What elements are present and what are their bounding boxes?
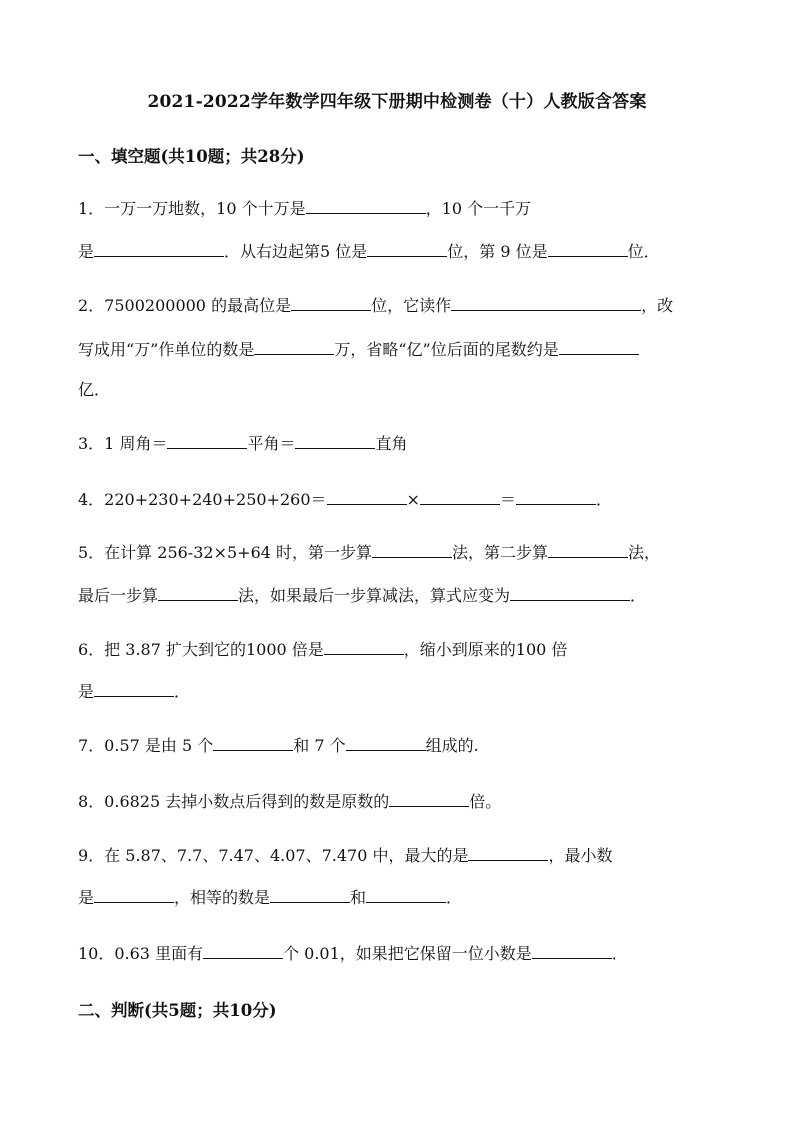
answer-blank[interactable] <box>346 734 426 751</box>
q6-text-d: ． <box>174 682 191 701</box>
answer-blank[interactable] <box>548 541 628 558</box>
q10-text-a: 10．0.63 里面有 <box>78 944 204 963</box>
question-5-line-1 <box>78 541 710 563</box>
q6-text-b: ，缩小到原来的100 倍 <box>403 640 568 659</box>
section-heading-judge: 二、判断(共5题；共10分) <box>78 1001 277 1020</box>
q4-text-d: ． <box>595 490 612 509</box>
q9-text-e: 和 <box>350 888 367 907</box>
q3-text-b: 平角＝ <box>247 434 296 453</box>
q7-text-a: 7．0.57 是由 5 个 <box>78 736 214 755</box>
q2-text-d: 写成用“万”作单位的数是 <box>78 340 255 359</box>
question-2-line-1 <box>78 294 710 316</box>
question-4-line-1 <box>78 488 710 510</box>
question-6-line-1 <box>78 638 710 660</box>
answer-blank[interactable] <box>559 338 639 355</box>
q6-text-a: 6．把 3.87 扩大到它的1000 倍是 <box>78 640 324 659</box>
q9-text-b: ，最小数 <box>548 846 613 865</box>
answer-blank[interactable] <box>94 886 174 903</box>
question-10-line-1 <box>78 942 710 964</box>
answer-blank[interactable] <box>270 886 350 903</box>
answer-blank[interactable] <box>451 294 641 311</box>
q5-text-d: 最后一步算 <box>78 586 159 605</box>
q5-text-f: ． <box>630 586 647 605</box>
answer-blank[interactable] <box>510 584 630 601</box>
answer-blank[interactable] <box>389 790 469 807</box>
answer-blank[interactable] <box>213 734 293 751</box>
answer-blank[interactable] <box>158 584 238 601</box>
question-8-line-1 <box>78 790 710 812</box>
q5-text-c: 法， <box>628 543 661 562</box>
q3-text-a: 3．1 周角＝ <box>78 434 168 453</box>
answer-blank[interactable] <box>94 680 174 697</box>
q6-text-c: 是 <box>78 682 95 701</box>
answer-blank[interactable] <box>306 197 426 214</box>
q1-text-e: 位，第 9 位是 <box>447 242 548 261</box>
answer-blank[interactable] <box>366 886 446 903</box>
q4-text-c: ＝ <box>499 490 516 509</box>
answer-blank[interactable] <box>327 488 407 505</box>
q2-text-e: 万，省略“亿”位后面的尾数约是 <box>334 340 559 359</box>
answer-blank[interactable] <box>203 942 283 959</box>
answer-blank[interactable] <box>167 432 247 449</box>
answer-blank[interactable] <box>367 240 447 257</box>
answer-blank[interactable] <box>420 488 500 505</box>
question-6-line-2 <box>78 680 710 702</box>
q9-text-f: ． <box>446 888 463 907</box>
answer-blank[interactable] <box>291 294 371 311</box>
q5-text-a: 5．在计算 256-32×5+64 时，第一步算 <box>78 543 373 562</box>
q5-text-e: 法，如果最后一步算减法，算式应变为 <box>238 586 511 605</box>
q7-text-b: 和 7 个 <box>293 736 346 755</box>
answer-blank[interactable] <box>254 338 334 355</box>
q2-text-f: 亿． <box>78 380 111 399</box>
q3-text-c: 直角 <box>375 434 408 453</box>
question-9-line-1 <box>78 844 710 866</box>
q1-text-b: ，10 个一千万 <box>425 199 532 218</box>
answer-blank[interactable] <box>516 488 596 505</box>
answer-blank[interactable] <box>324 638 404 655</box>
q7-text-c: 组成的. <box>425 736 479 755</box>
answer-blank[interactable] <box>295 432 375 449</box>
question-1-line-2 <box>78 240 710 262</box>
q10-text-b: 个 0.01，如果把它保留一位小数是 <box>283 944 532 963</box>
q9-text-a: 9．在 5.87、7.7、7.47、4.07、7.470 中，最大的是 <box>78 846 469 865</box>
question-5-line-2 <box>78 584 710 606</box>
question-3-line-1 <box>78 432 710 454</box>
q10-text-c: ． <box>611 944 628 963</box>
answer-blank[interactable] <box>94 240 224 257</box>
answer-blank[interactable] <box>468 844 548 861</box>
answer-blank[interactable] <box>548 240 628 257</box>
q2-text-b: 位，它读作 <box>371 296 452 315</box>
question-7-line-1 <box>78 734 710 756</box>
q8-text-a: 8．0.6825 去掉小数点后得到的数是原数的 <box>78 792 390 811</box>
question-2-line-2 <box>78 338 710 360</box>
q1-text-a: 1．一万一万地数，10 个十万是 <box>78 199 306 218</box>
q8-text-b: 倍。 <box>469 792 502 811</box>
question-1-line-1 <box>78 197 710 219</box>
q9-text-d: ，相等的数是 <box>174 888 271 907</box>
q2-text-a: 2．7500200000 的最高位是 <box>78 296 292 315</box>
q1-text-c: 是 <box>78 242 95 261</box>
q2-text-c: ，改 <box>641 296 674 315</box>
question-2-line-3 <box>78 380 710 400</box>
q5-text-b: 法，第二步算 <box>452 543 549 562</box>
question-9-line-2 <box>78 886 710 908</box>
answer-blank[interactable] <box>372 541 452 558</box>
q9-text-c: 是 <box>78 888 95 907</box>
section-heading-fill: 一、填空题(共10题；共28分) <box>78 147 305 166</box>
q4-text-a: 4．220+230+240+250+260＝ <box>78 490 327 509</box>
q1-text-d: ．从右边起第5 位是 <box>224 242 368 261</box>
answer-blank[interactable] <box>532 942 612 959</box>
q4-text-b: × <box>406 490 420 509</box>
document-title: 2021-2022学年数学四年级下册期中检测卷（十）人教版含答案 <box>147 92 647 112</box>
q1-text-f: 位． <box>627 242 660 261</box>
